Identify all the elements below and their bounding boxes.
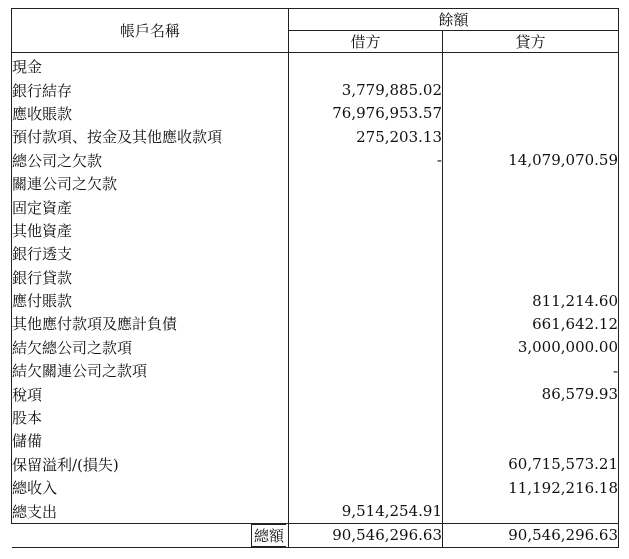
debit-cell: [289, 266, 443, 289]
ledger-row: [12, 102, 619, 125]
debit-cell: [289, 219, 443, 242]
debit-cell: [289, 195, 443, 218]
account-name-cell: 其他應付款項及應計負債: [12, 312, 289, 335]
account-name-cell: 總公司之欠款: [12, 149, 289, 172]
credit-cell: [443, 219, 619, 242]
credit-cell: -: [443, 359, 619, 382]
ledger-row: [12, 499, 619, 523]
account-name-cell: 應收賬款: [12, 102, 289, 125]
ledger-row: [12, 149, 619, 172]
ledger-row: [12, 266, 619, 289]
ledger-row: [12, 336, 619, 359]
account-name-cell: 現金: [12, 53, 289, 79]
trial-balance-table: [11, 8, 619, 548]
debit-cell: [289, 336, 443, 359]
account-name-header: 帳戶名稱: [12, 9, 289, 53]
ledger-row: [12, 429, 619, 452]
ledger-row: [12, 195, 619, 218]
account-name-cell: 稅項: [12, 382, 289, 405]
account-name-cell: 結欠總公司之款項: [12, 336, 289, 359]
debit-header: 借方: [289, 31, 443, 53]
ledger-row: [12, 172, 619, 195]
credit-cell: [443, 499, 619, 523]
ledger-row: [12, 242, 619, 265]
debit-cell: [289, 406, 443, 429]
credit-cell: [443, 266, 619, 289]
account-name-cell: 固定資產: [12, 195, 289, 218]
account-name-cell: 銀行結存: [12, 78, 289, 101]
debit-cell: [289, 453, 443, 476]
debit-cell: [289, 476, 443, 499]
debit-cell: [289, 382, 443, 405]
account-name-cell: 銀行透支: [12, 242, 289, 265]
account-name-cell: 總收入: [12, 476, 289, 499]
ledger-body: [12, 53, 619, 524]
debit-cell: 9,514,254.91: [289, 499, 443, 523]
credit-cell: 661,642.12: [443, 312, 619, 335]
account-name-cell: 應付賬款: [12, 289, 289, 312]
debit-cell: 76,976,953.57: [289, 102, 443, 125]
debit-cell: [289, 359, 443, 382]
total-credit: 90,546,296.63: [443, 523, 619, 547]
ledger-row: [12, 289, 619, 312]
ledger-row: [12, 359, 619, 382]
balance-header: 餘額: [289, 9, 619, 31]
total-label: 總額: [251, 524, 286, 547]
ledger-row: [12, 476, 619, 499]
ledger-row: [12, 53, 619, 79]
debit-cell: [289, 312, 443, 335]
credit-cell: [443, 78, 619, 101]
credit-cell: 60,715,573.21: [443, 453, 619, 476]
credit-cell: [443, 125, 619, 148]
debit-cell: -: [289, 149, 443, 172]
debit-cell: [289, 289, 443, 312]
ledger-row: [12, 125, 619, 148]
credit-cell: [443, 429, 619, 452]
credit-cell: 11,192,216.18: [443, 476, 619, 499]
credit-cell: [443, 102, 619, 125]
credit-cell: [443, 406, 619, 429]
ledger-row: [12, 406, 619, 429]
credit-cell: 811,214.60: [443, 289, 619, 312]
credit-cell: [443, 53, 619, 79]
ledger-row: [12, 78, 619, 101]
credit-cell: [443, 195, 619, 218]
total-row: [12, 523, 619, 547]
debit-cell: [289, 242, 443, 265]
account-name-cell: 關連公司之欠款: [12, 172, 289, 195]
ledger-row: [12, 453, 619, 476]
account-name-cell: 保留溢利/(損失): [12, 453, 289, 476]
account-name-cell: 總支出: [12, 499, 289, 523]
account-name-cell: 銀行貸款: [12, 266, 289, 289]
debit-cell: 3,779,885.02: [289, 78, 443, 101]
credit-cell: [443, 242, 619, 265]
account-name-cell: 結欠關連公司之款項: [12, 359, 289, 382]
ledger-row: [12, 382, 619, 405]
ledger-row: [12, 219, 619, 242]
total-debit: 90,546,296.63: [289, 523, 443, 547]
account-name-cell: 儲備: [12, 429, 289, 452]
credit-cell: 86,579.93: [443, 382, 619, 405]
ledger-row: [12, 312, 619, 335]
debit-cell: [289, 53, 443, 79]
debit-cell: [289, 172, 443, 195]
debit-cell: 275,203.13: [289, 125, 443, 148]
credit-cell: 14,079,070.59: [443, 149, 619, 172]
account-name-cell: 預付款項、按金及其他應收款項: [12, 125, 289, 148]
credit-cell: 3,000,000.00: [443, 336, 619, 359]
debit-cell: [289, 429, 443, 452]
account-name-cell: 股本: [12, 406, 289, 429]
account-name-cell: 其他資產: [12, 219, 289, 242]
credit-header: 貸方: [443, 31, 619, 53]
credit-cell: [443, 172, 619, 195]
